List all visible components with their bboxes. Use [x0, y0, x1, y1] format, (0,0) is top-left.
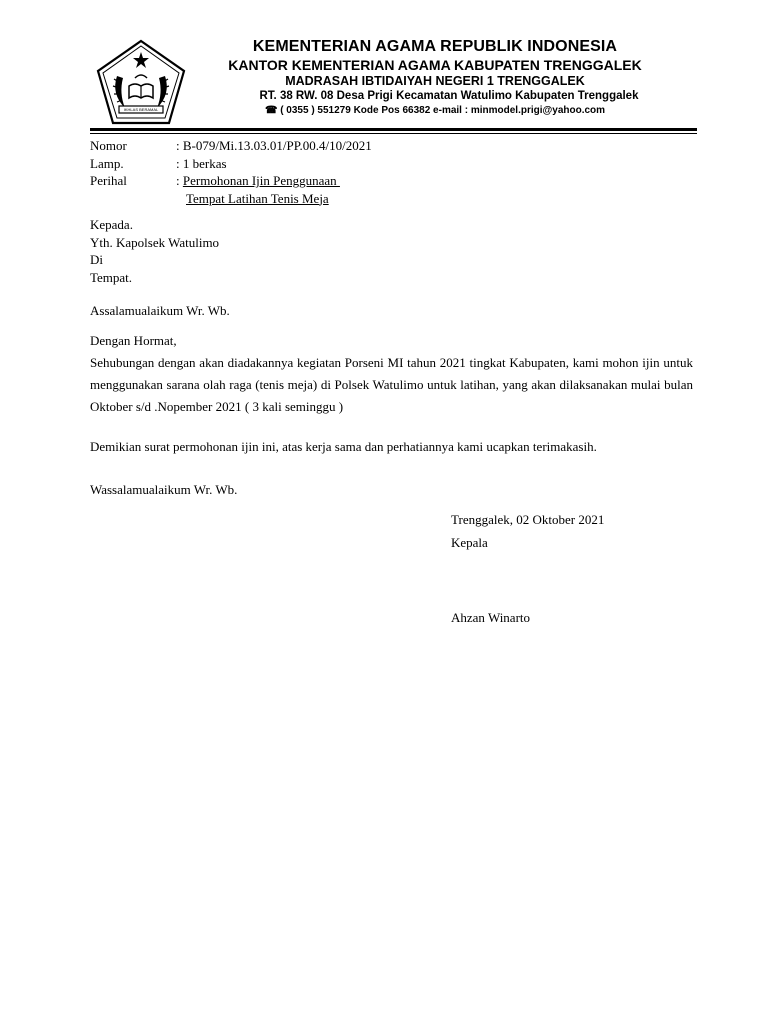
perihal-value [176, 172, 340, 190]
contact-details: ( 0355 ) 551279 Kode Pos 66382 e-mail : minmodel.prigi@yahoo.com [280, 105, 606, 116]
body-paragraph-1: Sehubungan dengan akan diadakannya kegiatan Porseni MI tahun 2021 tingkat Kabupaten, kami mohon ijin untuk menggunakan sarana olah raga (tenis meja) di Polsek Watulimo untuk latihan, yang akan dilaksanakan mulai bulan Oktober s/d .Nopember 2021 ( 3 kali seminggu ) [90, 355, 693, 414]
greeting: Assalamualaikum Wr. Wb. [90, 303, 230, 318]
perihal-line2: Tempat Latihan Tenis Meja [186, 190, 329, 206]
body-paragraph-2: Demikian surat permohonan ijin ini, atas kerja sama dan perhatiannya kami ucapkan terimakasih. [90, 439, 597, 454]
telephone-icon: ☎ [264, 105, 278, 116]
signatory-name: Ahzan Winarto [451, 610, 531, 625]
nomor-value: : B-079/Mi.13.03.01/PP.00.4/10/2021 [176, 138, 372, 153]
letterhead-divider-thick [90, 128, 697, 131]
perihal-line1: Permohonan Ijin Penggunaan [182, 173, 340, 188]
nomor-label: Nomor [90, 138, 127, 153]
opening: Dengan Hormat, [90, 333, 177, 348]
school-name: MADRASAH IBTIDAIYAH NEGERI 1 TRENGGALEK [285, 74, 585, 88]
nomor-row [90, 137, 372, 155]
recipient-line-3: Di [90, 252, 103, 267]
recipient-line-1: Kepada. [90, 217, 133, 232]
recipient-block [90, 216, 219, 286]
lamp-value: : 1 berkas [176, 155, 227, 171]
closing: Wassalamualaikum Wr. Wb. [90, 482, 238, 497]
contact-line [190, 104, 680, 118]
lamp-row [90, 155, 372, 173]
place-date: Trenggalek, 02 Oktober 2021 [451, 512, 605, 527]
emblem-banner-text: IKHLAS BERAMAL [123, 107, 159, 112]
letterhead [190, 37, 680, 118]
perihal-label: Perihal [90, 173, 127, 188]
perihal-colon: : [176, 173, 183, 188]
letter-metadata [90, 137, 372, 207]
recipient-line-2: Yth. Kapolsek Watulimo [90, 234, 220, 250]
letterhead-divider-thin [90, 133, 697, 134]
signatory-position: Kepala [451, 535, 488, 550]
office-name: KANTOR KEMENTERIAN AGAMA KABUPATEN TRENGGALEK [228, 57, 642, 73]
recipient-line-4: Tempat. [90, 269, 133, 285]
ministry-name: KEMENTERIAN AGAMA REPUBLIK INDONESIA [252, 38, 618, 55]
lamp-label: Lamp. [90, 155, 124, 171]
school-address: RT. 38 RW. 08 Desa Prigi Kecamatan Watulimo Kabupaten Trenggalek [259, 90, 639, 102]
perihal-row [90, 172, 372, 190]
perihal-row-2 [90, 190, 372, 208]
